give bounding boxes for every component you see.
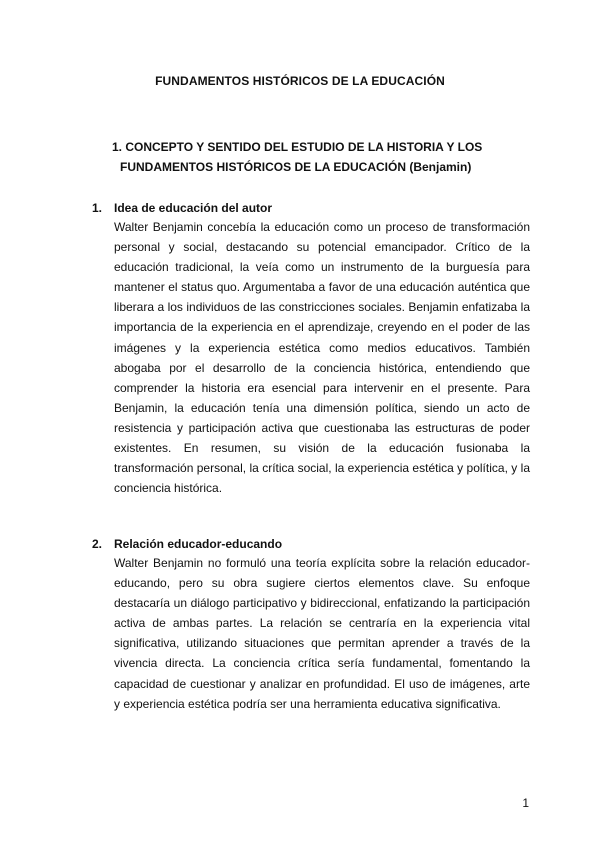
section-idea-educacion: [92, 199, 530, 498]
section-heading-text: Relación educador-educando: [114, 537, 283, 551]
chapter-title-line-1: 1. CONCEPTO Y SENTIDO DEL ESTUDIO DE LA HISTORIA Y LOS: [112, 140, 483, 154]
document-title: FUNDAMENTOS HISTÓRICOS DE LA EDUCACIÓN: [155, 74, 445, 88]
section-relacion-educador-educando: [92, 535, 530, 714]
section-number: 2.: [92, 537, 103, 551]
chapter-title-line-2: FUNDAMENTOS HISTÓRICOS DE LA EDUCACIÓN (Benjamin): [120, 160, 472, 174]
page-number: 1: [522, 796, 529, 810]
section-heading-text: Idea de educación del autor: [114, 201, 273, 215]
section-body: Walter Benjamin concebía la educación como un proceso de transformación personal y social, destacando su potencial emancipador. Crítico de la educación tradicional, la veía como un instrumento de la burguesía para mantener el status quo. Argumentaba a favor de una educación auténtica que liberara a los individuos de las constricciones sociales. Benjamin enfatizaba la importancia de la experiencia en el aprendizaje, creyendo en el poder de las imágenes y la experiencia estética como medios educativos. También abogaba por el desarrollo de la conciencia histórica, entendiendo que comprender la historia era esencial para intervenir en el presente. Para Benjamin, la educación tenía una dimensión política, siendo un acto de resistencia y participación activa que cuestionaba las estructuras de poder existentes. En resumen, su visión de la educación fusionaba la transformación personal, la crítica social, la experiencia estética y política, y la conciencia histórica.: [114, 220, 530, 496]
section-body: Walter Benjamin no formuló una teoría explícita sobre la relación educador-educando, pero su obra sugiere ciertos elementos clave. Su enfoque destacaría un diálogo participativo y bidireccional, enfatizando la participación activa de ambas partes. La relación se centraría en la experiencia vital significativa, utilizando situaciones que permitan aprender a través de la vivencia directa. La conciencia crítica sería fundamental, fomentando la capacidad de cuestionar y analizar en profundidad. El uso de imágenes, arte y experiencia estética podría ser una herramienta educativa significativa.: [114, 556, 530, 711]
chapter-title: [112, 137, 502, 177]
section-heading: [92, 199, 530, 217]
section-heading: [92, 535, 530, 553]
section-number: 1.: [92, 201, 103, 215]
